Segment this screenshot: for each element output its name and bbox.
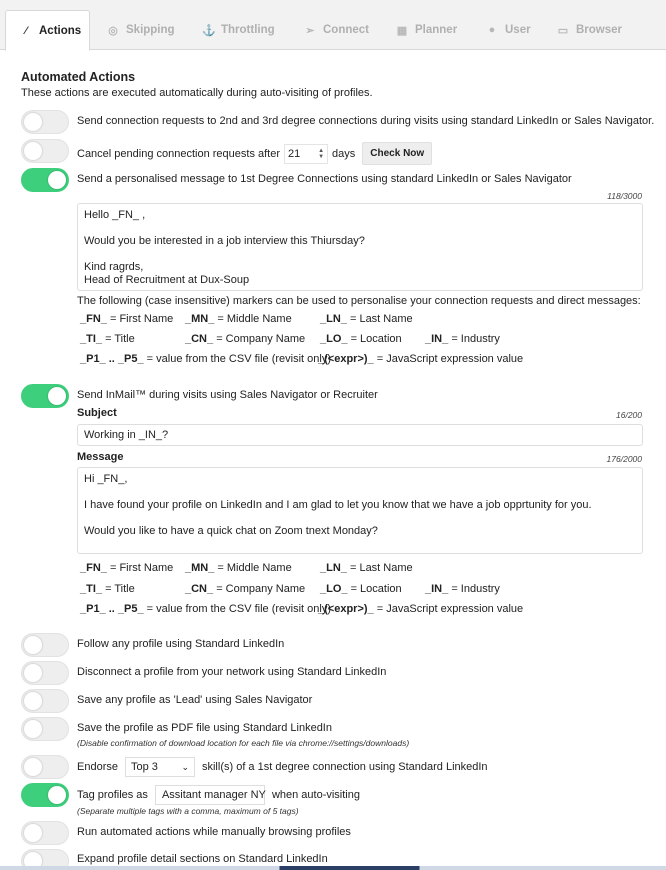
message-line [84, 486, 636, 499]
message-toggle[interactable] [21, 168, 69, 192]
message-field-label: Message [77, 451, 124, 463]
markers-intro: The following (case insensitive) markers can be used to personalise your connection requests and direct messages: [77, 295, 641, 307]
cancel-pending-toggle[interactable] [21, 139, 69, 163]
tab-throttling[interactable] [188, 10, 286, 50]
days-stepper[interactable] [284, 144, 328, 164]
endorse-toggle[interactable] [21, 755, 69, 779]
message-line [84, 248, 636, 261]
tab-label: User [505, 24, 531, 36]
cancel-pending-label: Cancel pending connection requests after [77, 147, 281, 160]
message-textarea[interactable] [77, 203, 643, 291]
tab-label: Planner [415, 24, 458, 36]
tab-actions[interactable] [5, 10, 90, 51]
tab-label: Throttling [221, 24, 275, 36]
inmail-label: Send InMail™ during visits using Sales Navigator or Recruiter [77, 389, 378, 401]
marker-ti: _TI_ = Title [80, 583, 135, 595]
inmail-toggle[interactable] [21, 384, 69, 408]
tag-label-after: when auto-visiting [271, 789, 360, 801]
marker-mn: _MN_ = Middle Name [185, 562, 292, 574]
message-counter: 118/3000 [607, 191, 642, 201]
endorse-select[interactable] [125, 757, 195, 777]
expand-sections-label: Expand profile detail sections on Standard LinkedIn [77, 853, 328, 865]
disconnect-toggle[interactable] [21, 661, 69, 685]
disconnect-label: Disconnect a profile from your network using Standard LinkedIn [77, 666, 387, 678]
marker-in: _IN_ = Industry [425, 583, 500, 595]
endorse-label-after: skill(s) of a 1st degree connection using Standard LinkedIn [201, 761, 488, 773]
endorse-label: Endorse [77, 761, 118, 773]
subject-input[interactable]: Working in _IN_? [77, 424, 643, 446]
marker-mn: _MN_ = Middle Name [185, 313, 292, 325]
tag-label: Tag profiles as [77, 789, 148, 801]
tab-label: Browser [576, 24, 623, 36]
section-title: Automated Actions [21, 70, 136, 84]
tab-connect[interactable] [290, 10, 378, 50]
marker-fn: _FN_ = First Name [80, 562, 174, 574]
tab-user[interactable] [472, 10, 550, 50]
save-pdf-note: (Disable confirmation of download location for each file via chrome://settings/downloads) [77, 738, 410, 748]
marker-expr: _(<expr>)_ = JavaScript expression value [318, 353, 524, 365]
marker-p: _P1_ .. _P5_ = value from the CSV file (revisit only) [80, 353, 331, 365]
subject-counter: 16/200 [616, 410, 642, 420]
inmail-message-textarea[interactable] [77, 467, 643, 554]
follow-label: Follow any profile using Standard LinkedIn [77, 638, 285, 650]
tag-input[interactable]: Assitant manager NY [155, 785, 265, 805]
marker-in: _IN_ = Industry [425, 333, 500, 345]
marker-fn: _FN_ = First Name [80, 313, 174, 325]
marker-cn: _CN_ = Company Name [185, 583, 306, 595]
connect-toggle[interactable] [21, 110, 69, 134]
tab-skipping[interactable] [93, 10, 185, 50]
chevron-down-icon: ⌄ [181, 761, 189, 772]
user-icon: ● [488, 24, 496, 36]
tab-browser[interactable] [543, 10, 639, 50]
tag-toggle[interactable] [21, 783, 69, 807]
message-line: Would you like to have a quick chat on Zoom tnext Monday? [84, 525, 378, 537]
manual-browse-toggle[interactable] [21, 821, 69, 845]
anchor-icon: ⚓ [202, 24, 216, 37]
message-line: Kind ragrds, [84, 261, 144, 273]
days-unit: days [332, 147, 356, 160]
save-pdf-toggle[interactable] [21, 717, 69, 741]
check-now-button[interactable]: Check Now [362, 142, 432, 165]
follow-toggle[interactable] [21, 633, 69, 657]
manual-browse-label: Run automated actions while manually browsing profiles [77, 826, 351, 838]
tab-label: Actions [39, 24, 82, 37]
tab-label: Connect [323, 24, 369, 36]
horizontal-scrollbar[interactable] [0, 866, 666, 870]
marker-cn: _CN_ = Company Name [185, 333, 306, 345]
stepper-arrows-icon[interactable]: ▲ ▼ [318, 147, 325, 160]
marker-ti: _TI_ = Title [80, 333, 135, 345]
endorse-select-value: Top 3 [130, 761, 158, 773]
tag-row [77, 785, 360, 805]
eye-slash-icon: ◎ [108, 24, 118, 37]
tab-planner[interactable] [382, 10, 470, 50]
cancel-pending-row [77, 142, 432, 165]
message-line: Head of Recruitment at Dux-Soup [84, 274, 250, 286]
marker-expr: _(<expr>)_ = JavaScript expression value [318, 603, 524, 615]
marker-p: _P1_ .. _P5_ = value from the CSV file (revisit only) [80, 603, 331, 615]
message-line [84, 222, 636, 235]
section-subtitle: These actions are executed automatically during auto-visiting of profiles. [21, 87, 373, 99]
wand-icon: ⁄ [25, 24, 27, 37]
message-line: Would you be interested in a job interview this Thiursday? [84, 235, 365, 247]
message-line: I have found your profile on LinkedIn and I am glad to let you know that we have a job opprtunity for you. [84, 499, 592, 511]
calendar-icon: ▦ [396, 24, 408, 37]
marker-ln: _LN_ = Last Name [320, 562, 413, 574]
marker-lo: _LO_ = Location [320, 583, 402, 595]
message-label: Send a personalised message to 1st Degree Connections using standard LinkedIn or Sales Navigator [77, 173, 572, 185]
save-lead-toggle[interactable] [21, 689, 69, 713]
save-lead-label: Save any profile as 'Lead' using Sales Navigator [77, 694, 313, 706]
tab-label: Skipping [126, 24, 175, 36]
laptop-icon: ▭ [557, 24, 569, 37]
tab-bar [0, 0, 666, 50]
message-line [84, 512, 636, 525]
message-line: Hello _FN_ , [84, 209, 146, 221]
message-line: Hi _FN_, [84, 473, 128, 485]
connect-label: Send connection requests to 2nd and 3rd degree connections during visits using standard LinkedIn or Sales Navigator. [77, 115, 655, 127]
save-pdf-label: Save the profile as PDF file using Standard LinkedIn [77, 722, 332, 734]
marker-lo: _LO_ = Location [320, 333, 402, 345]
paper-plane-icon: ➢ [305, 24, 315, 37]
days-value: 21 [288, 147, 301, 160]
tag-note: (Separate multiple tags with a comma, maximum of 5 tags) [77, 806, 299, 816]
marker-ln: _LN_ = Last Name [320, 313, 413, 325]
subject-label: Subject [77, 407, 117, 419]
endorse-row [77, 757, 488, 777]
inmail-message-counter: 176/2000 [606, 454, 642, 464]
